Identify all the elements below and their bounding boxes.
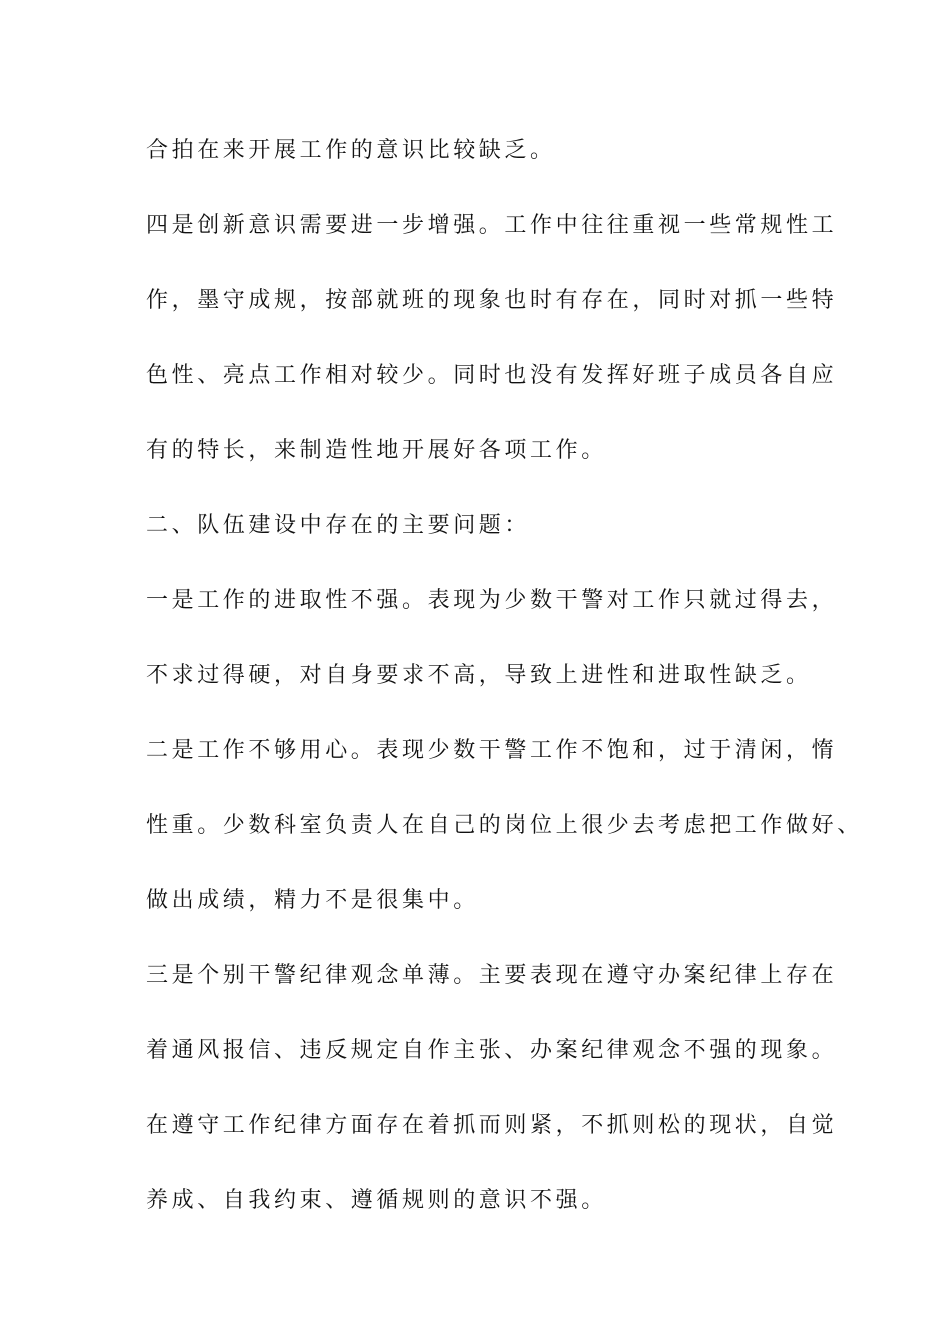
paragraph-line: 着通风报信、违反规定自作主张、办案纪律观念不强的现象。 — [146, 1038, 838, 1063]
paragraph-line: 不求过得硬，对自身要求不高，导致上进性和进取性缺乏。 — [146, 663, 812, 688]
paragraph-line: 三是个别干警纪律观念单薄。主要表现在遵守办案纪律上存在 — [146, 963, 838, 988]
paragraph-line: 做出成绩，精力不是很集中。 — [146, 888, 479, 913]
paragraph-line: 四是创新意识需要进一步增强。工作中往往重视一些常规性工 — [146, 213, 838, 238]
section-heading: 二、队伍建设中存在的主要问题： — [146, 513, 531, 538]
paragraph-line: 色性、亮点工作相对较少。同时也没有发挥好班子成员各自应 — [146, 363, 838, 388]
paragraph-line: 一是工作的进取性不强。表现为少数干警对工作只就过得去， — [146, 588, 838, 613]
paragraph-line: 作，墨守成规，按部就班的现象也时有存在，同时对抓一些特 — [146, 288, 838, 313]
paragraph-line: 合拍在来开展工作的意识比较缺乏。 — [146, 138, 556, 163]
paragraph-line: 有的特长，来制造性地开展好各项工作。 — [146, 438, 607, 463]
paragraph-line: 在遵守工作纪律方面存在着抓而则紧，不抓则松的现状，自觉 — [146, 1113, 838, 1138]
paragraph-line: 性重。少数科室负责人在自己的岗位上很少去考虑把工作做好、 — [146, 813, 863, 838]
paragraph-line: 养成、自我约束、遵循规则的意识不强。 — [146, 1188, 607, 1213]
paragraph-line: 二是工作不够用心。表现少数干警工作不饱和，过于清闲，惰 — [146, 738, 838, 763]
